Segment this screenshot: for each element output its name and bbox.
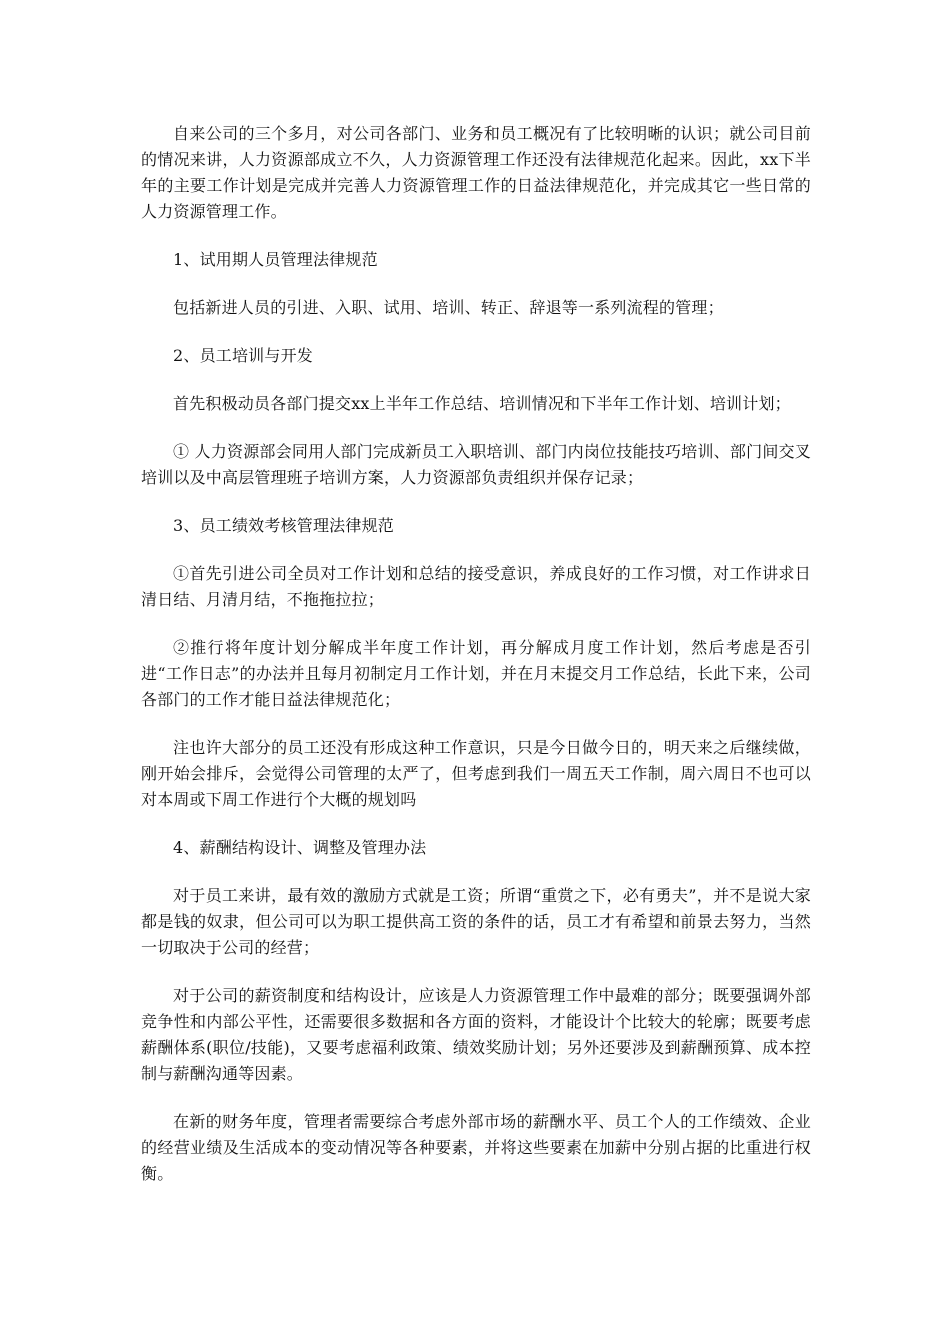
paragraph-performance-plans: ②推行将年度计划分解成半年度工作计划，再分解成月度工作计划，然后考虑是否引进“工作日志”的办法并且每月初制定月工作计划，并在月末提交月工作总结，长此下来，公司各部门的工作才能日益法律规范化； bbox=[141, 638, 811, 709]
intro-paragraph: 自来公司的三个多月，对公司各部门、业务和员工概况有了比较明晰的认识；就公司目前的情况来讲，人力资源部成立不久，人力资源管理工作还没有法律规范化起来。因此，xx下半年的主要工作计划是完成并完善人力资源管理工作的日益法律规范化，并完成其它一些日常的人力资源管理工作。 bbox=[141, 124, 811, 221]
paragraph-training-program: ① 人力资源部会同用人部门完成新员工入职培训、部门内岗位技能技巧培训、部门间交叉培训以及中高层管理班子培训方案，人力资源部负责组织并保存记录； bbox=[141, 442, 811, 487]
document-body bbox=[141, 121, 811, 1209]
paragraph-probation-scope: 包括新进人员的引进、入职、试用、培训、转正、辞退等一系列流程的管理； bbox=[173, 298, 724, 317]
paragraph-compensation-factors: 在新的财务年度，管理者需要综合考虑外部市场的薪酬水平、员工个人的工作绩效、企业的经营业绩及生活成本的变动情况等各种要素，并将这些要素在加薪中分别占据的比重进行权衡。 bbox=[141, 1112, 811, 1183]
section-heading-performance: 3、员工绩效考核管理法律规范 bbox=[173, 516, 394, 535]
section-heading-training: 2、员工培训与开发 bbox=[173, 346, 313, 365]
paragraph-compensation-design: 对于公司的薪资制度和结构设计，应该是人力资源管理工作中最难的部分；既要强调外部竞争性和内部公平性，还需要很多数据和各方面的资料，才能设计个比较大的轮廓；既要考虑薪酬体系(职位/技能)，又要考虑福利政策、绩效奖励计划；另外还要涉及到薪酬预算、成本控制与薪酬沟通等因素。 bbox=[141, 986, 811, 1083]
paragraph-performance-awareness: ①首先引进公司全员对工作计划和总结的接受意识，养成良好的工作习惯，对工作讲求日清日结、月清月结，不拖拖拉拉； bbox=[141, 564, 811, 609]
section-heading-probation: 1、试用期人员管理法律规范 bbox=[173, 250, 378, 269]
paragraph-compensation-incentive: 对于员工来讲，最有效的激励方式就是工资；所谓“重赏之下，必有勇夫”，并不是说大家都是钱的奴隶，但公司可以为职工提供高工资的条件的话，员工才有希望和前景去努力，当然一切取决于公司的经营； bbox=[141, 886, 811, 957]
paragraph-training-plan: 首先积极动员各部门提交xx上半年工作总结、培训情况和下半年工作计划、培训计划； bbox=[173, 394, 791, 413]
paragraph-performance-note: 注也许大部分的员工还没有形成这种工作意识，只是今日做今日的，明天来之后继续做，刚开始会排斥，会觉得公司管理的太严了，但考虑到我们一周五天工作制，周六周日不也可以对本周或下周工作进行个大概的规划吗 bbox=[141, 738, 811, 809]
section-heading-compensation: 4、薪酬结构设计、调整及管理办法 bbox=[173, 838, 427, 857]
